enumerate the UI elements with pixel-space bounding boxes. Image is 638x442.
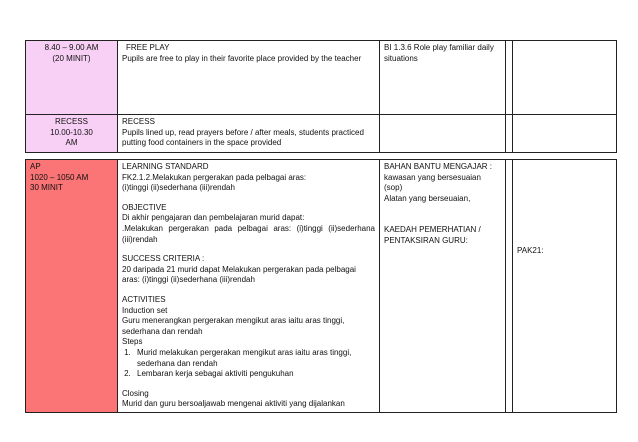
free-play-row bbox=[26, 41, 617, 115]
ap-time: 1020 – 1050 AM bbox=[30, 172, 89, 182]
recess-standard-cell bbox=[380, 115, 506, 153]
success-criteria-text: 20 daripada 21 murid dapat Melakukan pergerakan pada pelbagai aras: (i)tinggi (ii)sederhana (iii)rendah bbox=[122, 264, 356, 285]
objective-heading: OBJECTIVE bbox=[122, 202, 167, 212]
standard-cell bbox=[380, 41, 506, 115]
teaching-aids-tools: Alatan yang berseuaian, bbox=[384, 193, 471, 203]
induction-heading: Induction set bbox=[122, 305, 168, 315]
teaching-aids-sop: (sop) bbox=[384, 183, 403, 193]
success-criteria-heading: SUCCESS CRITERIA : bbox=[122, 254, 205, 264]
extra-cell bbox=[513, 41, 617, 115]
pak21-cell bbox=[513, 160, 617, 413]
closing-text: Murid dan guru bersoaljawab mengenai aktiviti yang dijalankan bbox=[122, 399, 345, 409]
objective-line: Di akhir pengajaran dan pembelajaran murid dapat: bbox=[122, 213, 305, 223]
learning-standard-line: FK2.1.2.Melakukan pergerakan pada pelbagai aras: bbox=[122, 172, 307, 182]
ap-code: AP bbox=[30, 162, 41, 171]
step-item: 1. Murid melakukan pergerakan mengikut aras iaitu aras tinggi, sederhana dan rendah bbox=[133, 348, 375, 369]
assessment-heading: KAEDAH PEMERHATIAN / bbox=[384, 225, 481, 235]
recess-row bbox=[26, 115, 617, 153]
recess-title: RECESS bbox=[122, 117, 155, 126]
ap-spacer-cell bbox=[506, 160, 513, 413]
teaching-aids-line: kawasan yang bersesuaian bbox=[384, 172, 481, 182]
bi-standard-text: BI 1.3.6 Role play familiar daily situations bbox=[384, 43, 494, 63]
recess-meridiem: AM bbox=[65, 138, 78, 148]
activity-cell bbox=[118, 41, 380, 115]
recess-time-cell bbox=[26, 115, 118, 153]
activity-title: FREE PLAY bbox=[126, 43, 170, 52]
induction-text: Guru menerangkan pergerakan mengikut aras iaitu aras tinggi, sederhana dan rendah bbox=[122, 316, 345, 336]
schedule-table-bottom bbox=[25, 159, 617, 413]
schedule-table-top bbox=[25, 40, 617, 153]
steps-heading: Steps bbox=[122, 337, 143, 347]
time-text: 8.40 – 9.00 AM bbox=[44, 43, 99, 52]
ap-row bbox=[26, 160, 617, 413]
ap-time-cell bbox=[26, 160, 118, 413]
recess-description: Pupils lined up, read prayers before / after meals, students practiced putting food containers in the space provided bbox=[122, 127, 364, 148]
closing-heading: Closing bbox=[122, 388, 149, 398]
recess-activity-cell bbox=[118, 115, 380, 153]
lesson-content-cell bbox=[118, 160, 380, 413]
duration-text: (20 MINIT) bbox=[52, 53, 91, 63]
learning-standard-levels: (i)tinggi (ii)sederhana (iii)rendah bbox=[122, 183, 235, 193]
activities-heading: ACTIVITIES bbox=[122, 294, 166, 304]
teaching-aids-heading: BAHAN BANTU MENGAJAR : bbox=[384, 162, 493, 171]
learning-standard-heading: LEARNING STANDARD bbox=[122, 162, 209, 171]
resources-cell bbox=[380, 160, 506, 413]
activity-description: Pupils are free to play in their favorite place provided by the teacher bbox=[122, 53, 362, 63]
assessment-subheading: PENTAKSIRAN GURU: bbox=[384, 235, 468, 245]
pak21-label: PAK21: bbox=[517, 246, 544, 255]
objective-levels: .Melakukan pergerakan pada pelbagai aras: (i)tinggi (ii)sederhana (iii)rendah bbox=[122, 223, 375, 244]
recess-time: 10.00-10.30 bbox=[50, 127, 93, 137]
recess-spacer-cell bbox=[506, 115, 513, 153]
spacer-cell bbox=[506, 41, 513, 115]
recess-extra-cell bbox=[513, 115, 617, 153]
step-item: 2. Lembaran kerja sebagai aktiviti pengukuhan bbox=[133, 369, 375, 380]
ap-duration: 30 MINIT bbox=[30, 183, 63, 193]
time-cell bbox=[26, 41, 118, 115]
recess-label: RECESS bbox=[55, 117, 88, 126]
steps-list bbox=[122, 348, 375, 380]
